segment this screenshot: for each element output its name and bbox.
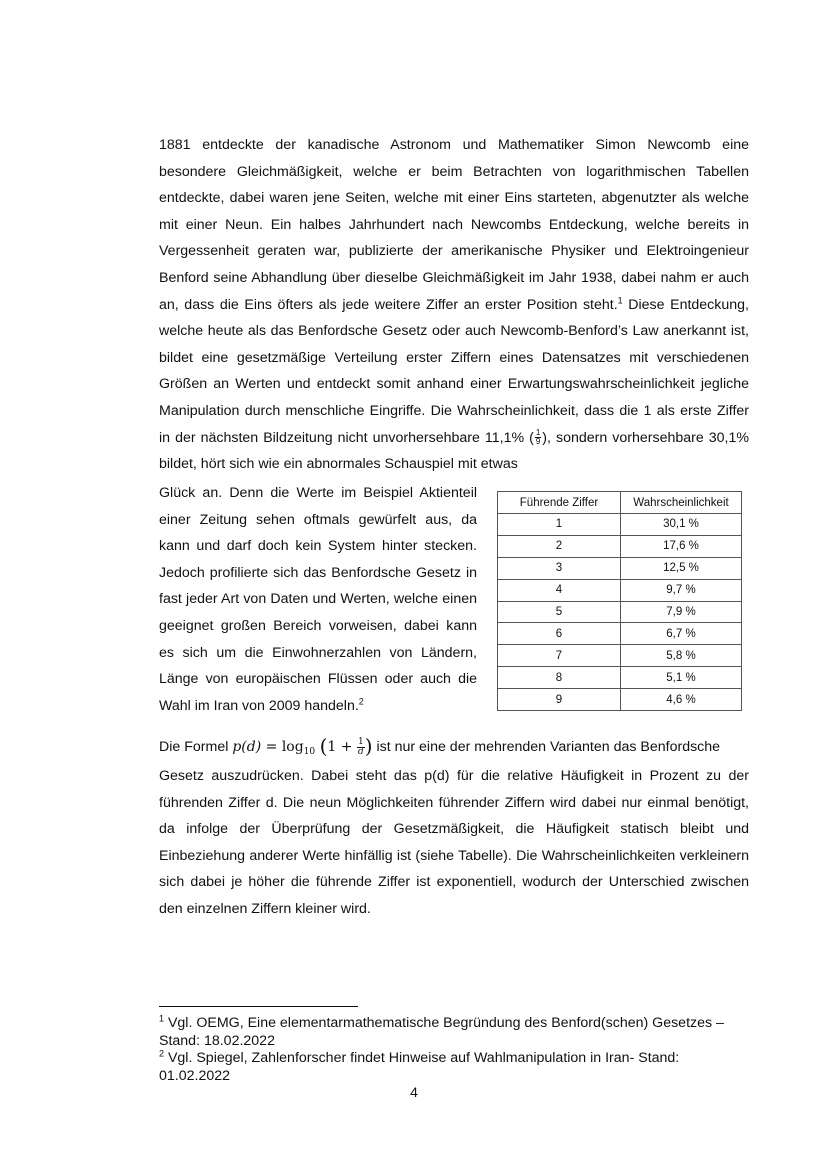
footnote-1 — [159, 1015, 744, 1050]
cell-leading-digit: 5 — [498, 601, 621, 623]
formula-prefix: Die Formel — [159, 739, 233, 755]
benford-table — [497, 491, 742, 711]
cell-leading-digit: 3 — [498, 557, 621, 579]
paragraph-intro — [159, 132, 749, 478]
formula-line — [159, 733, 749, 766]
cell-probability: 5,1 % — [621, 667, 742, 689]
page-number: 4 — [410, 1084, 418, 1100]
table-row — [498, 623, 742, 645]
footnote-1-mark: 1 — [159, 1013, 165, 1024]
formula-suffix: ist nur eine der mehrenden Varianten das Benfordsche — [372, 739, 721, 755]
footnote-ref-1[interactable]: 1 — [617, 294, 623, 305]
fraction-one-ninth — [535, 429, 541, 446]
intro-text-part2: Diese Entdeckung, welche heute als das Benfordsche Gesetz oder auch Newcomb-Benford’s Law anerkannt ist, bildet eine gesetzmäßige Verteilung erster Ziffern eines Datensatzes mit verschiedenen Größen an Werten und entdeckt somit anhand einer Erwartungswahrscheinlichkeit jegliche Manipulation durch menschliche Eingriffe. Die Wahrscheinlichkeit, dass die 1 als erste Ziffer in der nächsten Bildzeitung nicht unvorhersehbare 11,1% ( — [159, 296, 749, 446]
intro-text-part3: ), sondern vorhersehbare 30,1% bildet, hört sich wie ein abnormales Schauspiel mit etwas — [159, 429, 749, 473]
fraction-denominator: 9 — [535, 437, 541, 447]
footnote-separator — [159, 1006, 358, 1007]
table-row — [498, 557, 742, 579]
header-leading-digit: Führende Ziffer — [498, 492, 621, 514]
formula-log-base: 10 — [303, 747, 316, 757]
table-row — [498, 514, 742, 536]
table-row — [498, 601, 742, 623]
left-column-text: Glück an. Denn die Werte im Beispiel Aktienteil einer Zeitung sehen oftmals gewürfelt aus, da kann und darf doch kein System hinter stecken. Jedoch profilierte sich das Benfordsche Gesetz in fast jeder Art von Daten und Werten, welche einen geeignet großen Bereich vorweisen, dabei kann es sich um die Einwohnerzahlen von Ländern, Länge von europäischen Flüssen oder auch die Wahl im Iran von 2009 handeln. — [159, 485, 477, 714]
footnote-2-mark: 2 — [159, 1048, 165, 1059]
cell-probability: 5,8 % — [621, 645, 742, 667]
formula-close-paren: ) — [364, 734, 373, 758]
footnote-ref-2[interactable]: 2 — [358, 696, 364, 707]
cell-probability: 17,6 % — [621, 535, 742, 557]
formula-fraction-denominator: d — [357, 746, 364, 757]
cell-probability: 12,5 % — [621, 557, 742, 579]
intro-text-part1: 1881 entdeckte der kanadische Astronom und Mathematiker Simon Newcomb eine besondere Gleichmäßigkeit, welche er beim Betrachten von logarithmischen Tabellen entdeckte, dabei waren jene Seiten, welche mit einer Eins starteten, abgenutzter als welche mit einer Neun. Ein halbes Jahrhundert nach Newcombs Entdeckung, welche bereits in Vergessenheit geraten war, publizierte der amerikanische Physiker und Elektroingenieur Benford seine Abhandlung über dieselbe Gleichmäßigkeit im Jahr 1938, dabei nahm er auch an, dass die Eins öfters als jede weitere Ziffer an erster Position steht. — [159, 137, 749, 313]
header-probability: Wahrscheinlichkeit — [621, 492, 742, 514]
benford-formula — [232, 734, 373, 758]
cell-probability: 7,9 % — [621, 601, 742, 623]
formula-one-plus: 1 + — [327, 739, 357, 755]
cell-leading-digit: 6 — [498, 623, 621, 645]
cell-probability: 9,7 % — [621, 579, 742, 601]
paragraph-left-column — [159, 480, 477, 719]
table-row — [498, 535, 742, 557]
footnote-2-text: Vgl. Spiegel, Zahlenforscher findet Hinweise auf Wahlmanipulation in Iran- Stand: 01.02.2022 — [159, 1050, 680, 1084]
paragraph-formula-explanation: Gesetz auszudrücken. Dabei steht das p(d) für die relative Häufigkeit in Prozent zu der führenden Ziffer d. Die neun Möglichkeiten führender Ziffern wird dabei nur einmal benötigt, da infolge der Überprüfung der Gesetzmäßigkeit, die Häufigkeit statisch bleibt und Einbeziehung anderer Werte hinfällig ist (siehe Tabelle). Die Wahrscheinlichkeiten verkleinern sich dabei je höher die führende Ziffer ist exponentiell, wodurch der Unterschied zwischen den einzelnen Ziffern kleiner wird. — [159, 768, 749, 917]
cell-leading-digit: 1 — [498, 514, 621, 536]
cell-leading-digit: 4 — [498, 579, 621, 601]
formula-equals: = — [261, 739, 282, 755]
table-row — [498, 667, 742, 689]
table-header-row — [498, 492, 742, 514]
table-body — [498, 514, 742, 711]
table-row — [498, 645, 742, 667]
cell-leading-digit: 8 — [498, 667, 621, 689]
footnote-1-text: Vgl. OEMG, Eine elementarmathematische Begründung des Benford(schen) Gesetzes – Stand: 18.02.2022 — [159, 1015, 724, 1049]
cell-probability: 4,6 % — [621, 689, 742, 711]
formula-open-paren: ( — [319, 734, 328, 758]
cell-leading-digit: 7 — [498, 645, 621, 667]
footnote-2 — [159, 1050, 744, 1085]
formula-lhs: p(d) — [232, 739, 262, 755]
cell-leading-digit: 9 — [498, 689, 621, 711]
formula-fraction-numerator: 1 — [357, 736, 364, 747]
cell-probability: 6,7 % — [621, 623, 742, 645]
table-row — [498, 579, 742, 601]
formula-log: log — [281, 739, 304, 755]
cell-probability: 30,1 % — [621, 514, 742, 536]
footnotes — [159, 1015, 744, 1085]
cell-leading-digit: 2 — [498, 535, 621, 557]
table-row — [498, 689, 742, 711]
formula-fraction — [357, 738, 365, 757]
fraction-numerator: 1 — [535, 428, 541, 438]
